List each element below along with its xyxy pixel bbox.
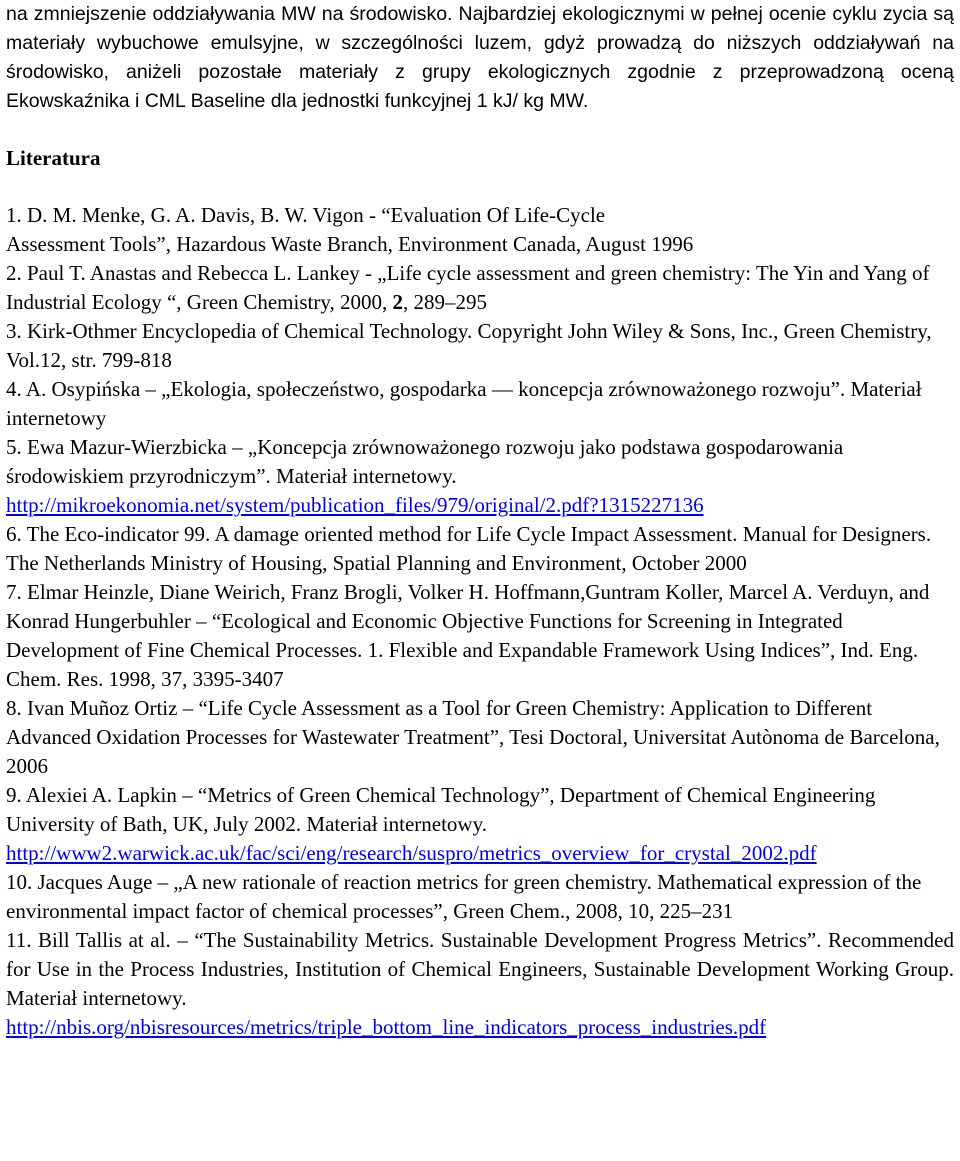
reference-item-1 bbox=[6, 201, 954, 259]
reference-item-10: 10. Jacques Auge – „A new rationale of reaction metrics for green chemistry. Mathematical expression of the environmental impact factor of chemical processes”, Green Chem., 2008, 10, 225–231 bbox=[6, 870, 922, 923]
reference-item-11 bbox=[6, 926, 954, 1042]
section-heading: Literatura bbox=[6, 146, 101, 170]
reference-item-2 bbox=[6, 259, 954, 317]
reference-item-3: 3. Kirk-Othmer Encyclopedia of Chemical Technology. Copyright John Wiley & Sons, Inc., Green Chemistry, Vol.12, str. 799-818 bbox=[6, 319, 932, 372]
reference-9-link[interactable]: http://www2.warwick.ac.uk/fac/sci/eng/research/suspro/metrics_overview_for_crystal_2002.pdf bbox=[6, 841, 817, 865]
reference-11-text: 11. Bill Tallis at al. – “The Sustainability Metrics. Sustainable Development Progress Metrics”. Recommended for Use in the Process Industries, Institution of Chemical Engineers, Sustainable Development Working Group. Materiał internetowy. bbox=[6, 928, 954, 1010]
reference-2-volume: 2 bbox=[392, 290, 403, 314]
reference-1-line2: Assessment Tools”, Hazardous Waste Branch, Environment Canada, August 1996 bbox=[6, 232, 694, 256]
intro-paragraph: na zmniejszenie oddziaływania MW na środowisko. Najbardziej ekologicznymi w pełnej ocenie cyklu zycia są materiały wybuchowe emulsyjne, w szczególności luzem, gdyż prowadzą do niższych oddziaływań na środowisko, aniżeli pozostałe materiały z grupy ekologicznych zgodnie z przeprowadzoną oceną Ekowskaźnika i CML Baseline dla jednostki funkcyjnej 1 kJ/ kg MW. bbox=[6, 3, 954, 112]
reference-9-text: 9. Alexiei A. Lapkin – “Metrics of Green Chemical Technology”, Department of Chemical Engineering University of Bath, UK, July 2002. Materiał internetowy. bbox=[6, 783, 876, 836]
reference-item-5 bbox=[6, 433, 954, 520]
reference-5-text: 5. Ewa Mazur-Wierzbicka – „Koncepcja zrównoważonego rozwoju jako podstawa gospodarowania środowiskiem przyrodniczym”. Materiał internetowy. bbox=[6, 435, 844, 488]
reference-item-6: 6. The Eco-indicator 99. A damage oriented method for Life Cycle Impact Assessment. Manual for Designers. The Netherlands Ministry of Housing, Spatial Planning and Environment, October 2000 bbox=[6, 522, 932, 575]
reference-item-9 bbox=[6, 781, 954, 868]
reference-item-4: 4. A. Osypińska – „Ekologia, społeczeństwo, gospodarka — koncepcja zrównoważonego rozwoju”. Materiał internetowy bbox=[6, 377, 922, 430]
reference-2-text: 2. Paul T. Anastas and Rebecca L. Lankey - „Life cycle assessment and green chemistry: The Yin and Yang of Industrial Ecology “, Green Chemistry, 2000, bbox=[6, 261, 930, 314]
reference-5-link[interactable]: http://mikroekonomia.net/system/publication_files/979/original/2.pdf?1315227136 bbox=[6, 493, 704, 517]
reference-list bbox=[6, 201, 954, 1042]
reference-item-7: 7. Elmar Heinzle, Diane Weirich, Franz Brogli, Volker H. Hoffmann,Guntram Koller, Marcel A. Verduyn, and Konrad Hungerbuhler – “Ecological and Economic Objective Functions for Screening in Integrated Development of Fine Chemical Processes. 1. Flexible and Expandable Framework Using Indices”, Ind. Eng. Chem. Res. 1998, 37, 3395-3407 bbox=[6, 580, 930, 691]
reference-11-link[interactable]: http://nbis.org/nbisresources/metrics/triple_bottom_line_indicators_process_industries.pdf bbox=[6, 1015, 767, 1039]
reference-2-pages: , 289–295 bbox=[402, 290, 487, 314]
reference-item-8: 8. Ivan Muñoz Ortiz – “Life Cycle Assessment as a Tool for Green Chemistry: Application to Different Advanced Oxidation Processes for Wastewater Treatment”, Tesi Doctoral, Universitat Autònoma de Barcelona, 2006 bbox=[6, 696, 940, 778]
reference-1-line1: 1. D. M. Menke, G. A. Davis, B. W. Vigon - “Evaluation Of Life-Cycle bbox=[6, 203, 606, 227]
